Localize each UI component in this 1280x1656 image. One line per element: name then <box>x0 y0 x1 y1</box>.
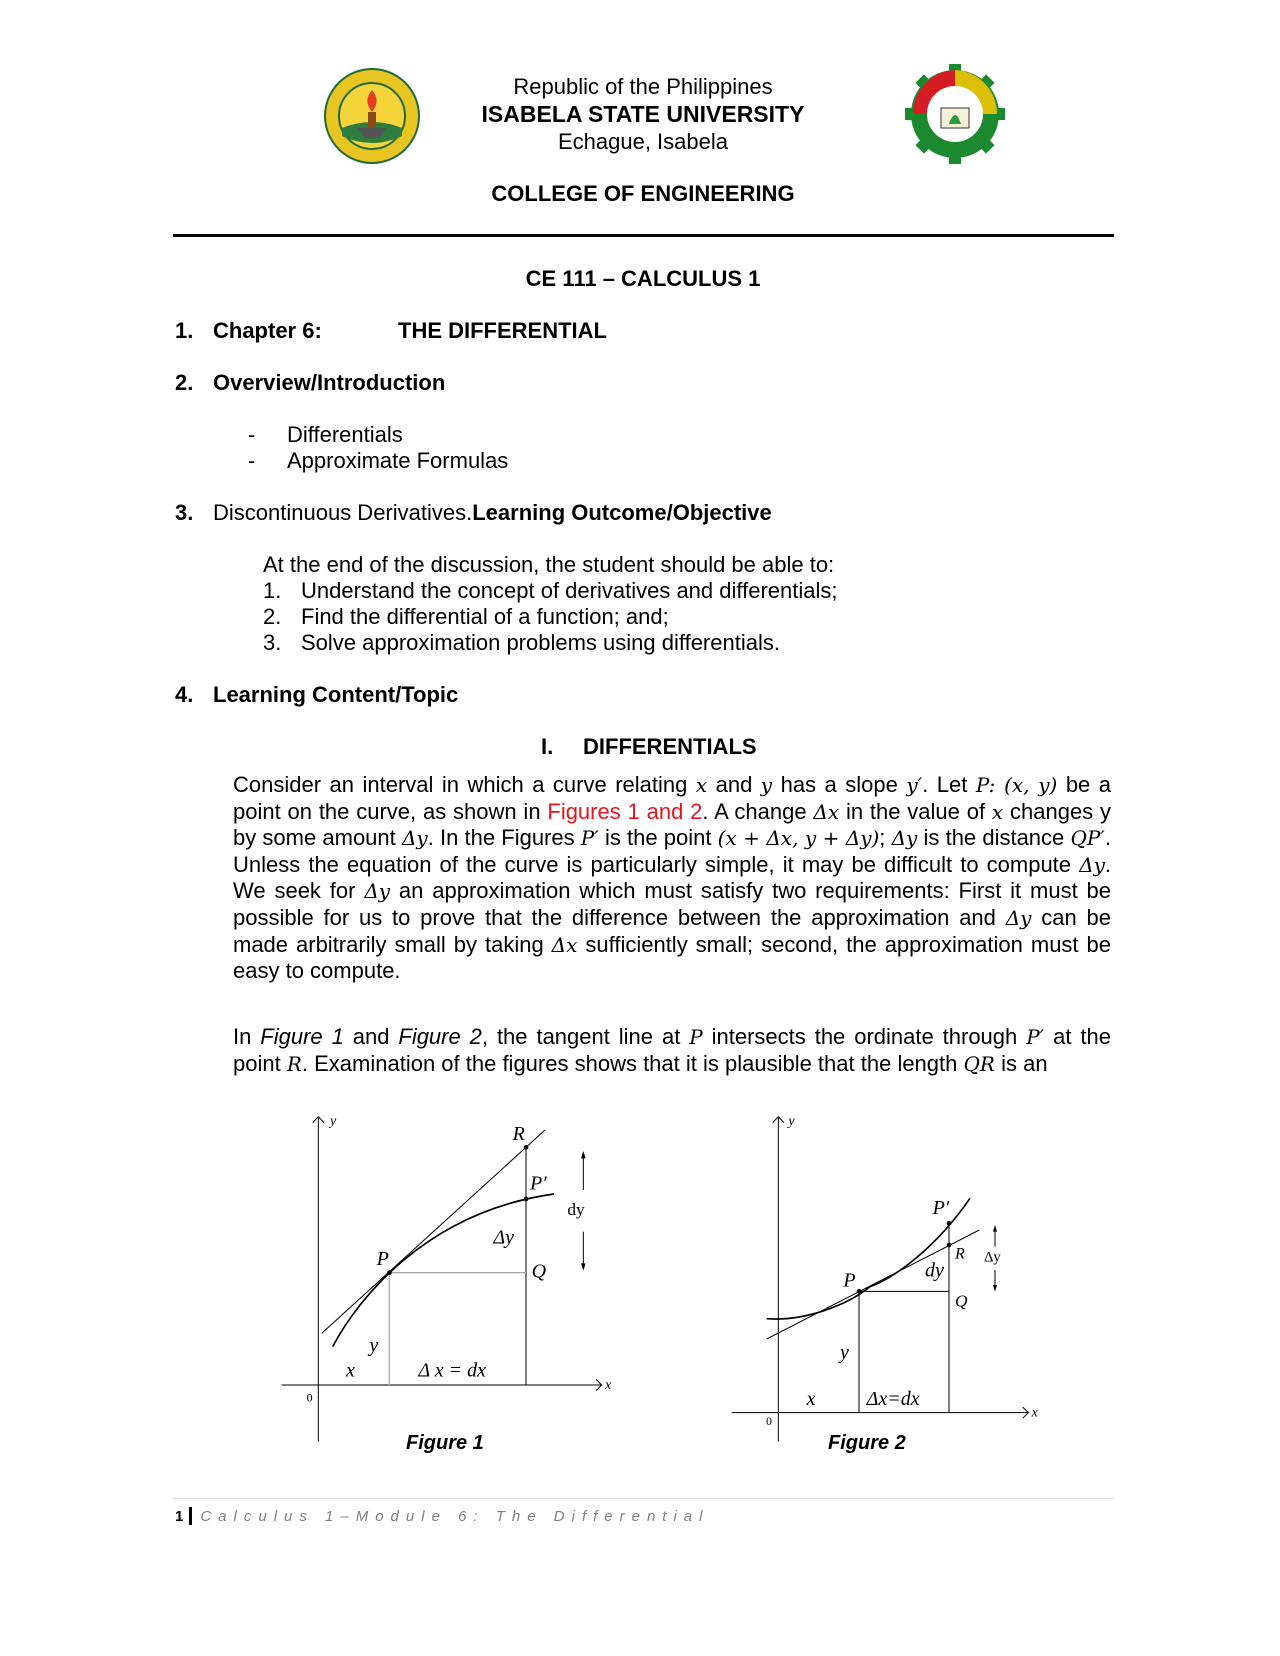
math-expression: x <box>991 799 1004 824</box>
topic-number: I. <box>541 734 554 759</box>
origin-label: 0 <box>306 1390 313 1405</box>
footer-title: Calculus 1–Module 6: The Differential <box>200 1507 710 1525</box>
math-expression: P′ <box>580 826 599 851</box>
section-4-label: Learning Content/Topic <box>213 682 459 707</box>
paragraph-text: , the tangent line at <box>481 1024 690 1049</box>
curve <box>333 1194 554 1347</box>
point-p <box>387 1270 392 1275</box>
math-expression: Δx <box>813 799 840 824</box>
section-1-number: 1. <box>175 318 194 343</box>
math-expression: y′ <box>906 773 923 797</box>
math-expression: P′ <box>1026 1025 1045 1049</box>
label-dx: Δx=dx <box>866 1388 920 1410</box>
label-delta-y: Δy <box>493 1226 514 1249</box>
header-college: COLLEGE OF ENGINEERING <box>491 181 795 206</box>
paragraph-text: and <box>343 1024 399 1049</box>
bullet: - <box>248 448 256 473</box>
figure-1-diagram <box>280 1090 620 1470</box>
math-expression: Δy <box>1005 905 1032 930</box>
figure-2-diagram <box>710 1090 1050 1470</box>
point-p-prime <box>524 1197 529 1202</box>
paragraph-text: can be made arbitrarily small by taking <box>233 904 1111 957</box>
page-number: 1 <box>175 1507 184 1525</box>
paragraph-text: in the value of <box>839 798 992 824</box>
arrowhead <box>993 1225 997 1232</box>
math-expression: QP′ <box>1070 826 1105 851</box>
paragraph-text: . Unless the equation of the curve is particularly simple, it may be difficult to compute <box>233 825 1111 877</box>
objective-item: Understand the concept of derivatives and differentials; <box>301 578 838 603</box>
paragraph-text: and <box>707 772 761 797</box>
figure-1-caption: Figure 1 <box>406 1432 484 1454</box>
label-y: y <box>840 1341 849 1364</box>
paragraph-text: . Examination of the figures shows that it is plausible that the length <box>301 1050 964 1076</box>
paragraph-text: changes y by some amount <box>233 798 1112 851</box>
math-expression: (x + Δx, y + Δy) <box>717 826 880 851</box>
paragraph-text: is an <box>994 1050 1048 1076</box>
footer-divider <box>173 1498 1114 1499</box>
objective-item: Find the differential of a function; and; <box>301 604 669 629</box>
math-expression: Δy <box>401 826 428 851</box>
label-dx: Δ x = dx <box>418 1359 486 1382</box>
objectives-intro: At the end of the discussion, the student should be able to: <box>263 552 835 577</box>
figure-2-caption: Figure 2 <box>828 1432 906 1454</box>
paragraph-text: ; <box>879 825 892 851</box>
figure-reference: Figures 1 and 2 <box>547 798 703 824</box>
paragraph-text: has a slope <box>772 772 907 797</box>
paragraph-text: is the distance <box>917 825 1071 851</box>
y-axis-label: y <box>788 1114 795 1129</box>
header-university: ISABELA STATE UNIVERSITY <box>481 101 805 127</box>
label-q: Q <box>531 1260 547 1283</box>
section-2-number: 2. <box>175 370 194 395</box>
differentials-paragraph-1 <box>233 772 1111 985</box>
arrowhead <box>581 1151 586 1158</box>
section-3-label: Learning Outcome/Objective <box>472 500 772 525</box>
x-axis-label: x <box>1031 1405 1038 1421</box>
objective-number: 3. <box>263 630 282 655</box>
paragraph-text: . We seek for <box>233 851 1111 904</box>
paragraph-text: at the point <box>233 1024 1111 1076</box>
overview-item: Approximate Formulas <box>287 448 509 473</box>
label-r: R <box>512 1123 525 1145</box>
x-axis-label: x <box>605 1378 612 1393</box>
point-r <box>947 1243 952 1248</box>
label-dy: dy <box>567 1200 585 1219</box>
label-delta-y: Δy <box>984 1249 1001 1266</box>
math-expression: Δx <box>551 932 578 957</box>
objective-number: 2. <box>263 604 282 629</box>
footer-separator <box>189 1507 192 1525</box>
header-location: Echague, Isabela <box>557 129 729 154</box>
paragraph-text: . A change <box>702 798 814 824</box>
label-x: x <box>806 1388 816 1410</box>
label-y: y <box>369 1334 379 1357</box>
origin-label: 0 <box>766 1414 772 1428</box>
paragraph-text: sufficiently small; second, the approximation must be easy to compute. <box>233 931 1111 984</box>
label-p: P <box>376 1248 389 1270</box>
math-expression: R <box>286 1051 302 1076</box>
point-r <box>524 1145 529 1150</box>
math-expression: Δy <box>1079 852 1105 877</box>
math-expression: P: (x, y) <box>975 773 1058 797</box>
objective-number: 1. <box>263 578 282 603</box>
header-divider <box>173 234 1114 237</box>
course-title: CE 111 – CALCULUS 1 <box>525 266 761 291</box>
topic-title: DIFFERENTIALS <box>583 734 757 759</box>
paragraph-text: In <box>233 1024 261 1049</box>
arrowhead <box>581 1263 586 1270</box>
section-3-prefix <box>213 500 772 526</box>
footer <box>175 1507 709 1525</box>
paragraph-text: be a point on the curve, as shown in <box>233 772 1112 824</box>
point-p-prime <box>947 1221 952 1226</box>
section-4-number: 4. <box>175 682 194 707</box>
paragraph-text: . In the Figures <box>427 825 581 851</box>
paragraph-text: Consider an interval in which a curve relating <box>233 772 696 797</box>
label-q: Q <box>955 1291 968 1311</box>
section-3-prefix-text: Discontinuous Derivatives. <box>213 500 473 525</box>
section-1-label: Chapter 6: <box>213 318 322 343</box>
section-2-label: Overview/Introduction <box>213 370 446 395</box>
paragraph-text: Figure 2 <box>398 1024 482 1049</box>
bullet: - <box>248 422 256 447</box>
paragraph-text: Figure 1 <box>260 1024 344 1049</box>
paragraph-text: . Let <box>922 772 976 797</box>
point-p <box>857 1289 862 1294</box>
arrowhead <box>993 1285 997 1292</box>
differentials-paragraph-2 <box>233 1024 1111 1077</box>
label-p-prime: P′ <box>530 1172 547 1195</box>
label-p-prime: P′ <box>932 1197 950 1219</box>
overview-item: Differentials <box>287 422 403 447</box>
label-dy: dy <box>925 1259 944 1282</box>
objective-item: Solve approximation problems using differentials. <box>301 630 780 655</box>
section-3-number: 3. <box>175 500 194 525</box>
math-expression: QR <box>963 1051 995 1076</box>
paragraph-text: an approximation which must satisfy two requirements: First it must be possible for us to prove that the difference between the approximation and <box>233 878 1111 930</box>
math-expression: y <box>760 773 773 797</box>
label-r: R <box>955 1245 965 1263</box>
math-expression: x <box>695 773 708 797</box>
label-p: P <box>843 1269 856 1292</box>
math-expression: P <box>689 1025 703 1049</box>
chapter-title: THE DIFFERENTIAL <box>398 318 607 343</box>
y-axis-label: y <box>330 1114 337 1129</box>
header-republic: Republic of the Philippines <box>513 74 773 99</box>
paragraph-text: intersects the ordinate through <box>702 1024 1027 1049</box>
math-expression: Δy <box>364 879 391 904</box>
label-x: x <box>346 1359 355 1382</box>
paragraph-text: is the point <box>598 825 718 851</box>
math-expression: Δy <box>891 826 918 851</box>
